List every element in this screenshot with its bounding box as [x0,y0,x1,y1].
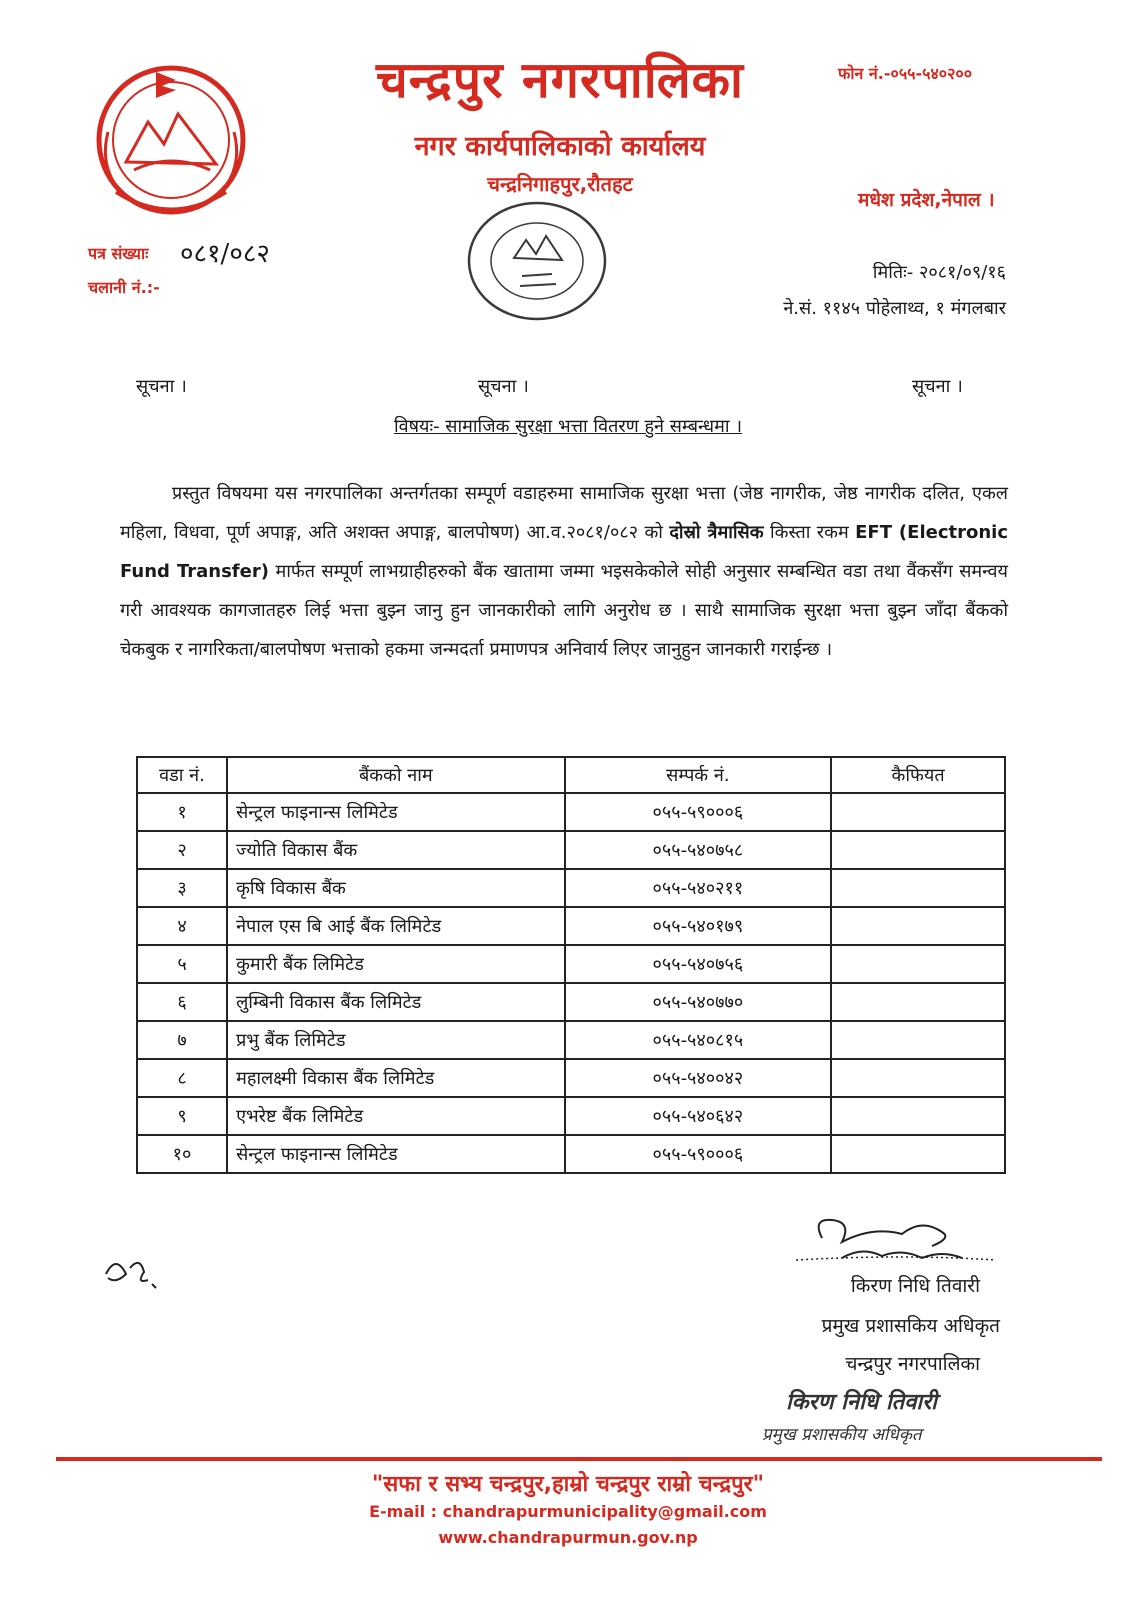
office-round-stamp [462,196,612,326]
notice-heading-right: सूचना । [912,376,963,397]
table-header-row [137,757,1005,793]
remark-cell [831,1135,1005,1173]
bank-name-cell: ज्योति विकास बैंक [227,831,565,869]
bank-name-cell: सेन्ट्रल फाइनान्स लिमिटेड [227,1135,565,1173]
table-row [137,983,1005,1021]
dispatch-number-label: चलानी नं.:- [88,278,160,297]
subject-text: विषयः- सामाजिक सुरक्षा भत्ता वितरण हुने सम्बन्धमा । [393,416,743,437]
contact-cell: ०५५-५४००४२ [565,1059,832,1097]
signatory-office: चन्द्रपुर नगरपालिका [845,1353,980,1375]
contact-cell: ०५५-५४०७५८ [565,831,832,869]
signatory-name: किरण निधि तिवारी [850,1275,980,1297]
office-phone: फोन नं.-०५५-५४०२०० [838,64,973,83]
footer-divider [56,1457,1102,1461]
bank-name-cell: एभरेष्ट बैंक लिमिटेड [227,1097,565,1135]
subject-line [0,414,1136,438]
remark-cell [831,869,1005,907]
ward-cell: ७ [137,1021,227,1059]
bank-name-cell: महालक्ष्मी विकास बैंक लिमिटेड [227,1059,565,1097]
ward-cell: ४ [137,907,227,945]
remark-cell [831,831,1005,869]
ward-cell: २ [137,831,227,869]
ward-cell: ८ [137,1059,227,1097]
bank-name-cell: कुमारी बैंक लिमिटेड [227,945,565,983]
remark-cell [831,1021,1005,1059]
footer-website: www.chandrapurmun.gov.np [438,1528,698,1547]
bank-name-cell: प्रभु बैंक लिमिटेड [227,1021,565,1059]
ward-cell: ९ [137,1097,227,1135]
remark-cell [831,983,1005,1021]
letter-number-value: ०८१/०८२ [180,239,270,269]
table-row [137,1021,1005,1059]
header-bank: बैंकको नाम [227,757,565,793]
contact-cell: ०५५-५९०००६ [565,1135,832,1173]
ward-cell: ५ [137,945,227,983]
nepal-emblem-icon [86,52,256,222]
table-row [137,869,1005,907]
remark-cell [831,793,1005,831]
name-stamp [746,1376,1016,1456]
body-eft: EFT (Electronic Fund Transfer) [120,522,1009,582]
contact-cell: ०५५-५४०८१५ [565,1021,832,1059]
contact-cell: ०५५-५४०६४२ [565,1097,832,1135]
footer-email: E-mail : chandrapurmunicipality@gmail.com [369,1502,767,1521]
contact-cell: ०५५-५४०२११ [565,869,832,907]
nepal-samvat-date: ने.सं. ११४५ पोहेलाथ्व, १ मंगलबार [783,298,1006,319]
bank-table [136,756,1006,1174]
bank-name-cell: कृषि विकास बैंक [227,869,565,907]
bank-name-cell: नेपाल एस बि आई बैंक लिमिटेड [227,907,565,945]
contact-cell: ०५५-५९०००६ [565,793,832,831]
notice-heading-left: सूचना । [136,376,187,397]
ward-cell: १ [137,793,227,831]
footer-slogan: "सफा र सभ्य चन्द्रपुर,हाम्रो चन्द्रपुर राम्रो चन्द्रपुर" [371,1472,765,1497]
body-part-3: मार्फत सम्पूर्ण लाभग्राहीहरुको बैंक खातामा जम्मा भइसकेकोले सोही अनुसार सम्बन्धित वडा तथा वैंकसँग समन्वय गरी आवश्यक कागजातहरु लिई भत्ता बुझ्न जानु हुन जानकारीको लागि अनुरोध छ । साथै सामाजिक सुरक्षा भत्ता बुझ्न जाँदा बैंकको चेकबुक र नागरिकता/बालपोषण भत्ताको हकमा जन्मदर्ता प्रमाणपत्र अनिवार्य लिएर जानुहुन जानकारी गराईन्छ । [120,561,1008,660]
remark-cell [831,945,1005,983]
table-row [137,793,1005,831]
letter-date: मितिः- २०८१/०९/१६ [872,262,1006,283]
province-label: मधेश प्रदेश,नेपाल । [858,189,995,211]
ward-cell: ६ [137,983,227,1021]
bank-name-cell: लुम्बिनी विकास बैंक लिमिटेड [227,983,565,1021]
table-row [137,1135,1005,1173]
body-part-2: किस्ता रकम [769,522,849,543]
contact-cell: ०५५-५४०१७९ [565,907,832,945]
table-row [137,1097,1005,1135]
remark-cell [831,1097,1005,1135]
notice-body [120,474,1008,669]
name-stamp-name: किरण निधि तिवारी [786,1390,937,1415]
signatory-title: प्रमुख प्रशासकिय अधिकृत [821,1315,1000,1337]
contact-cell: ०५५-५४०७७० [565,983,832,1021]
table-row [137,831,1005,869]
table-row [137,907,1005,945]
table-row [137,1059,1005,1097]
header-remark: कैफियत [831,757,1005,793]
office-address: चन्द्रनिगाहपुर,रौतहट [487,172,633,196]
table-row [137,945,1005,983]
body-part-1: प्रस्तुत विषयमा यस नगरपालिका अन्तर्गतका सम्पूर्ण वडाहरुमा सामाजिक सुरक्षा भत्ता (जेष्ठ नागरीक, जेष्ठ नागरीक दलित, एकल महिला, विधवा, पूर्ण अपाङ्ग, अति अशक्त अपाङ्ग, बालपोषण) आ.व.२०८१/०८२ को [120,483,1008,543]
contact-cell: ०५५-५४०७५६ [565,945,832,983]
notice-heading-center: सूचना । [478,376,529,397]
ward-cell: १० [137,1135,227,1173]
name-stamp-title: प्रमुख प्रशासकीय अधिकृत [762,1425,922,1445]
remark-cell [831,1059,1005,1097]
municipality-title: चन्द्रपुर नगरपालिका [376,51,744,109]
ward-cell: ३ [137,869,227,907]
office-subtitle: नगर कार्यपालिकाको कार्यालय [414,131,706,162]
remark-cell [831,907,1005,945]
letter-number-label: पत्र संख्याः [88,244,149,263]
initials-scribble [96,1244,166,1294]
header-ward: वडा नं. [137,757,227,793]
header-phone: सम्पर्क नं. [565,757,832,793]
bank-name-cell: सेन्ट्रल फाइनान्स लिमिटेड [227,793,565,831]
body-bold-quarter: दोस्रो त्रैमासिक [669,522,764,543]
